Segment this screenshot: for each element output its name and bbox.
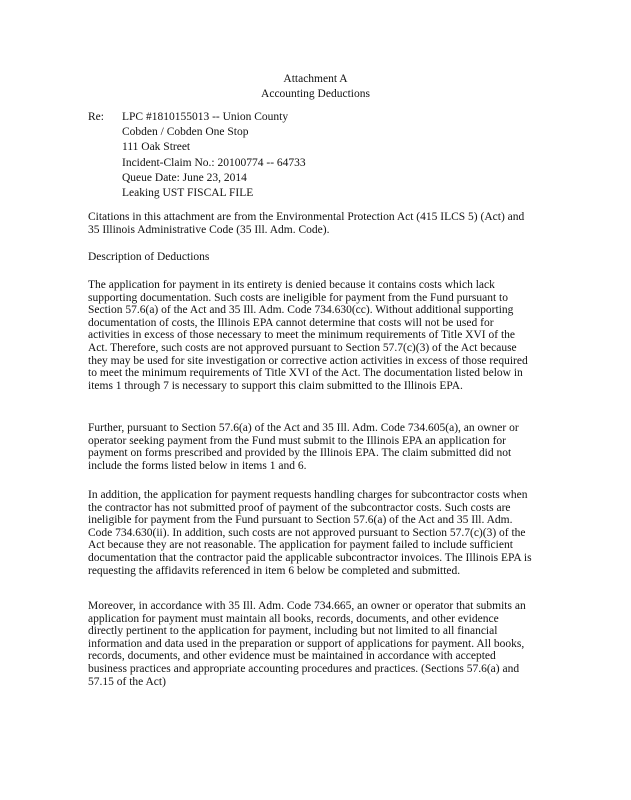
paragraph-handling-charges [88, 489, 540, 577]
text-line: ineligible for payment from the Fund pursuant to Section 57.6(a) of the Act and 35 Ill. Adm. [88, 514, 513, 527]
text-line: documentation that the contractor paid the applicable subcontractor invoices. The Illinois EPA is [88, 551, 532, 564]
text-line: activities in excess of those necessary to meet the minimum requirements of Title XVI of the [88, 329, 515, 342]
re-label: Re: [88, 111, 104, 123]
text-line: Act. Therefore, such costs are not approved pursuant to Section 57.7(c)(3) of the Act because [88, 341, 517, 354]
re-line: Cobden / Cobden One Stop [122, 126, 249, 139]
text-line: In addition, the application for payment requests handling charges for subcontractor costs when [88, 489, 528, 501]
re-line: 111 Oak Street [122, 141, 191, 154]
re-line: Queue Date: June 23, 2014 [122, 171, 247, 184]
text-line: information and data used in the preparation or support of applications for payment. All books, [88, 637, 525, 650]
text-line: business practices and appropriate accounting procedures and practices. (Sections 57.6(a) and [88, 662, 520, 675]
text-line: Act because they are not reasonable. The application for payment failed to include sufficient [88, 539, 513, 552]
text-line: The application for payment in its entirety is denied because it contains costs which lack [88, 279, 495, 291]
text-line: Code 734.630(ii). In addition, such costs are not approved pursuant to Section 57.7(c)(3) of the [88, 526, 526, 539]
paragraph-forms [88, 422, 540, 472]
section-heading: Description of Deductions [88, 251, 210, 263]
text-line: Section 57.6(a) of the Act and 35 Ill. Adm. Code 734.630(cc). Without additional supporting [88, 304, 514, 317]
text-line: include the forms listed below in items 1 and 6. [88, 459, 307, 472]
text-line: payment on forms prescribed and provided by the Illinois EPA. The claim submitted did not [88, 447, 512, 460]
paragraph-records [88, 600, 540, 688]
text-line: supporting documentation. Such costs are ineligible for payment from the Fund pursuant to [88, 291, 508, 304]
text-line: documentation of costs, the Illinois EPA cannot determine that costs will not be used for [88, 316, 494, 329]
text-line: directly pertinent to the application for payment, including but not limited to all financial [88, 625, 498, 638]
re-line: Leaking UST FISCAL FILE [122, 187, 254, 200]
citations-paragraph [88, 211, 540, 236]
text-line: they may be used for site investigation or corrective action activities in excess of those required [88, 354, 528, 367]
text-line: 57.15 of the Act) [88, 675, 166, 688]
re-block [122, 110, 542, 201]
paragraph-denial [88, 279, 540, 392]
text-line: Further, pursuant to Section 57.6(a) of the Act and 35 Ill. Adm. Code 734.605(a), an owner or [88, 422, 519, 434]
text-line: application for payment must maintain all books, records, documents, and other evidence [88, 612, 499, 625]
attachment-subtitle: Accounting Deductions [261, 88, 370, 100]
text-line: requesting the affidavits referenced in item 6 below be completed and submitted. [88, 564, 461, 577]
text-line: the contractor has not submitted proof of payment of the subcontractor costs. Such costs are [88, 501, 511, 514]
text-line: to meet the minimum requirements of Title XVI of the Act. The documentation listed below in [88, 367, 523, 380]
text-line: 35 Illinois Administrative Code (35 Ill. Adm. Code). [88, 223, 330, 236]
text-line: operator seeking payment from the Fund must submit to the Illinois EPA an application for [88, 434, 506, 447]
re-line: LPC #1810155013 -- Union County [122, 111, 289, 123]
attachment-title: Attachment A [283, 73, 348, 85]
text-line: Moreover, in accordance with 35 Ill. Adm. Code 734.665, an owner or operator that submits an [88, 600, 526, 612]
text-line: Citations in this attachment are from the Environmental Protection Act (415 ILCS 5) (Act) and [88, 211, 525, 223]
re-line: Incident-Claim No.: 20100774 -- 64733 [122, 156, 306, 169]
text-line: records, documents, and other evidence must be maintained in accordance with accepted [88, 650, 496, 663]
text-line: items 1 through 7 is necessary to support this claim submitted to the Illinois EPA. [88, 379, 463, 392]
